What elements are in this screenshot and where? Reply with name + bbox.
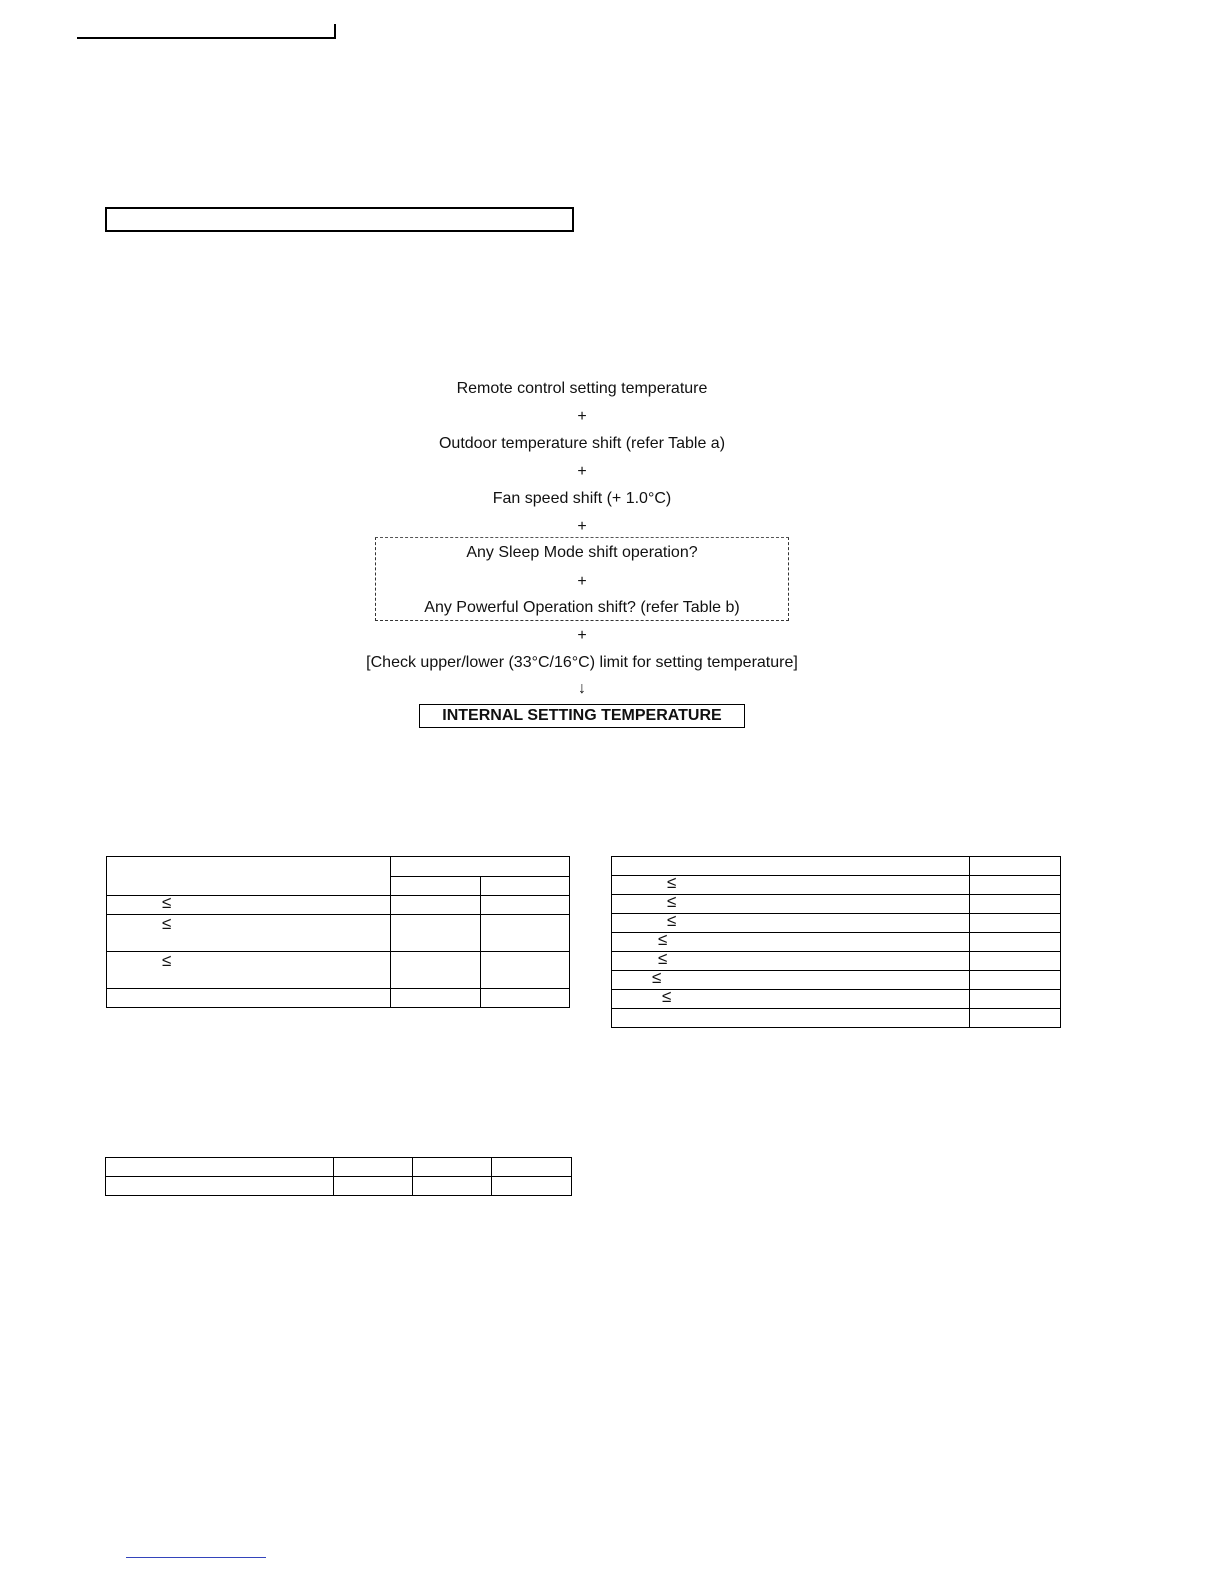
flow-plus: +	[577, 463, 587, 480]
le-symbol: ≤	[662, 987, 672, 1006]
table-cell	[391, 896, 481, 915]
flow-step-limit: [Check upper/lower (33°C/16°C) limit for setting temperature]	[366, 654, 798, 671]
table-row	[612, 914, 1061, 933]
table-cell	[107, 952, 391, 989]
table-row	[612, 971, 1061, 990]
table-cell	[612, 892, 970, 914]
flow-step-powerful: Any Powerful Operation shift? (refer Table b)	[424, 599, 740, 616]
table-row	[107, 952, 570, 989]
footer-link-rule[interactable]	[126, 1557, 266, 1558]
table-cell	[334, 1177, 413, 1196]
table-cell	[970, 914, 1061, 933]
table-cell	[107, 989, 391, 1008]
table-cell	[334, 1158, 413, 1177]
table-cell	[612, 873, 970, 895]
table-cell	[970, 971, 1061, 990]
table-row	[612, 857, 1061, 876]
table-cell	[106, 1158, 334, 1177]
flow-plus: +	[577, 573, 587, 590]
table-row	[612, 876, 1061, 895]
outdoor-shift-table	[106, 856, 570, 1008]
table-cell	[413, 1158, 492, 1177]
table-cell	[970, 895, 1061, 914]
table-cell	[107, 857, 391, 896]
table-cell	[970, 952, 1061, 971]
flow-step-outdoor: Outdoor temperature shift (refer Table a)	[438, 435, 726, 452]
table-row	[107, 896, 570, 915]
flow-plus: +	[577, 627, 587, 644]
le-symbol: ≤	[658, 930, 668, 949]
table-cell	[970, 857, 1061, 876]
le-symbol: ≤	[667, 911, 677, 930]
table-cell	[107, 915, 391, 952]
le-symbol: ≤	[667, 892, 677, 911]
le-symbol: ≤	[667, 873, 677, 892]
table-cell	[612, 949, 970, 971]
table-row	[107, 989, 570, 1008]
internal-setting-temperature-box: INTERNAL SETTING TEMPERATURE	[419, 704, 745, 728]
table-cell	[492, 1177, 572, 1196]
powerful-shift-table	[611, 856, 1061, 1028]
table-row	[612, 952, 1061, 971]
table-row	[612, 895, 1061, 914]
table-cell	[481, 915, 570, 952]
table-cell	[391, 915, 481, 952]
table-cell	[481, 952, 570, 989]
table-cell	[481, 896, 570, 915]
table-cell	[413, 1177, 492, 1196]
flow-step-sleep: Any Sleep Mode shift operation?	[466, 544, 698, 561]
table-cell	[107, 893, 391, 915]
table-row	[107, 915, 570, 952]
flow-arrow: ↓	[578, 680, 586, 697]
table-cell	[391, 857, 570, 877]
le-symbol: ≤	[658, 949, 668, 968]
table-row	[612, 990, 1061, 1009]
flow-step-fan: Fan speed shift (+ 1.0°C)	[492, 490, 672, 507]
le-symbol: ≤	[162, 951, 172, 970]
le-symbol: ≤	[652, 968, 662, 987]
header-rule	[77, 37, 336, 39]
table-cell	[970, 1009, 1061, 1028]
le-symbol: ≤	[162, 893, 172, 912]
table-cell	[481, 989, 570, 1008]
fan-speed-table	[105, 1157, 572, 1196]
flow-plus: +	[577, 518, 587, 535]
flow-step-remote: Remote control setting temperature	[456, 380, 708, 397]
table-row	[612, 933, 1061, 952]
table-cell	[612, 857, 970, 876]
header-rule-tick	[334, 24, 336, 38]
table-row	[106, 1158, 572, 1177]
table-cell	[106, 1177, 334, 1196]
table-cell	[391, 877, 481, 896]
section-title-box	[105, 207, 574, 232]
table-cell	[970, 876, 1061, 895]
table-cell	[612, 1009, 970, 1028]
table-cell	[391, 952, 481, 989]
table-row	[106, 1177, 572, 1196]
table-row	[612, 1009, 1061, 1028]
table-cell	[481, 877, 570, 896]
flow-plus: +	[577, 408, 587, 425]
table-cell	[391, 989, 481, 1008]
table-cell	[612, 987, 970, 1009]
le-symbol: ≤	[162, 914, 172, 933]
table-cell	[970, 933, 1061, 952]
table-cell	[970, 990, 1061, 1009]
table-cell	[492, 1158, 572, 1177]
